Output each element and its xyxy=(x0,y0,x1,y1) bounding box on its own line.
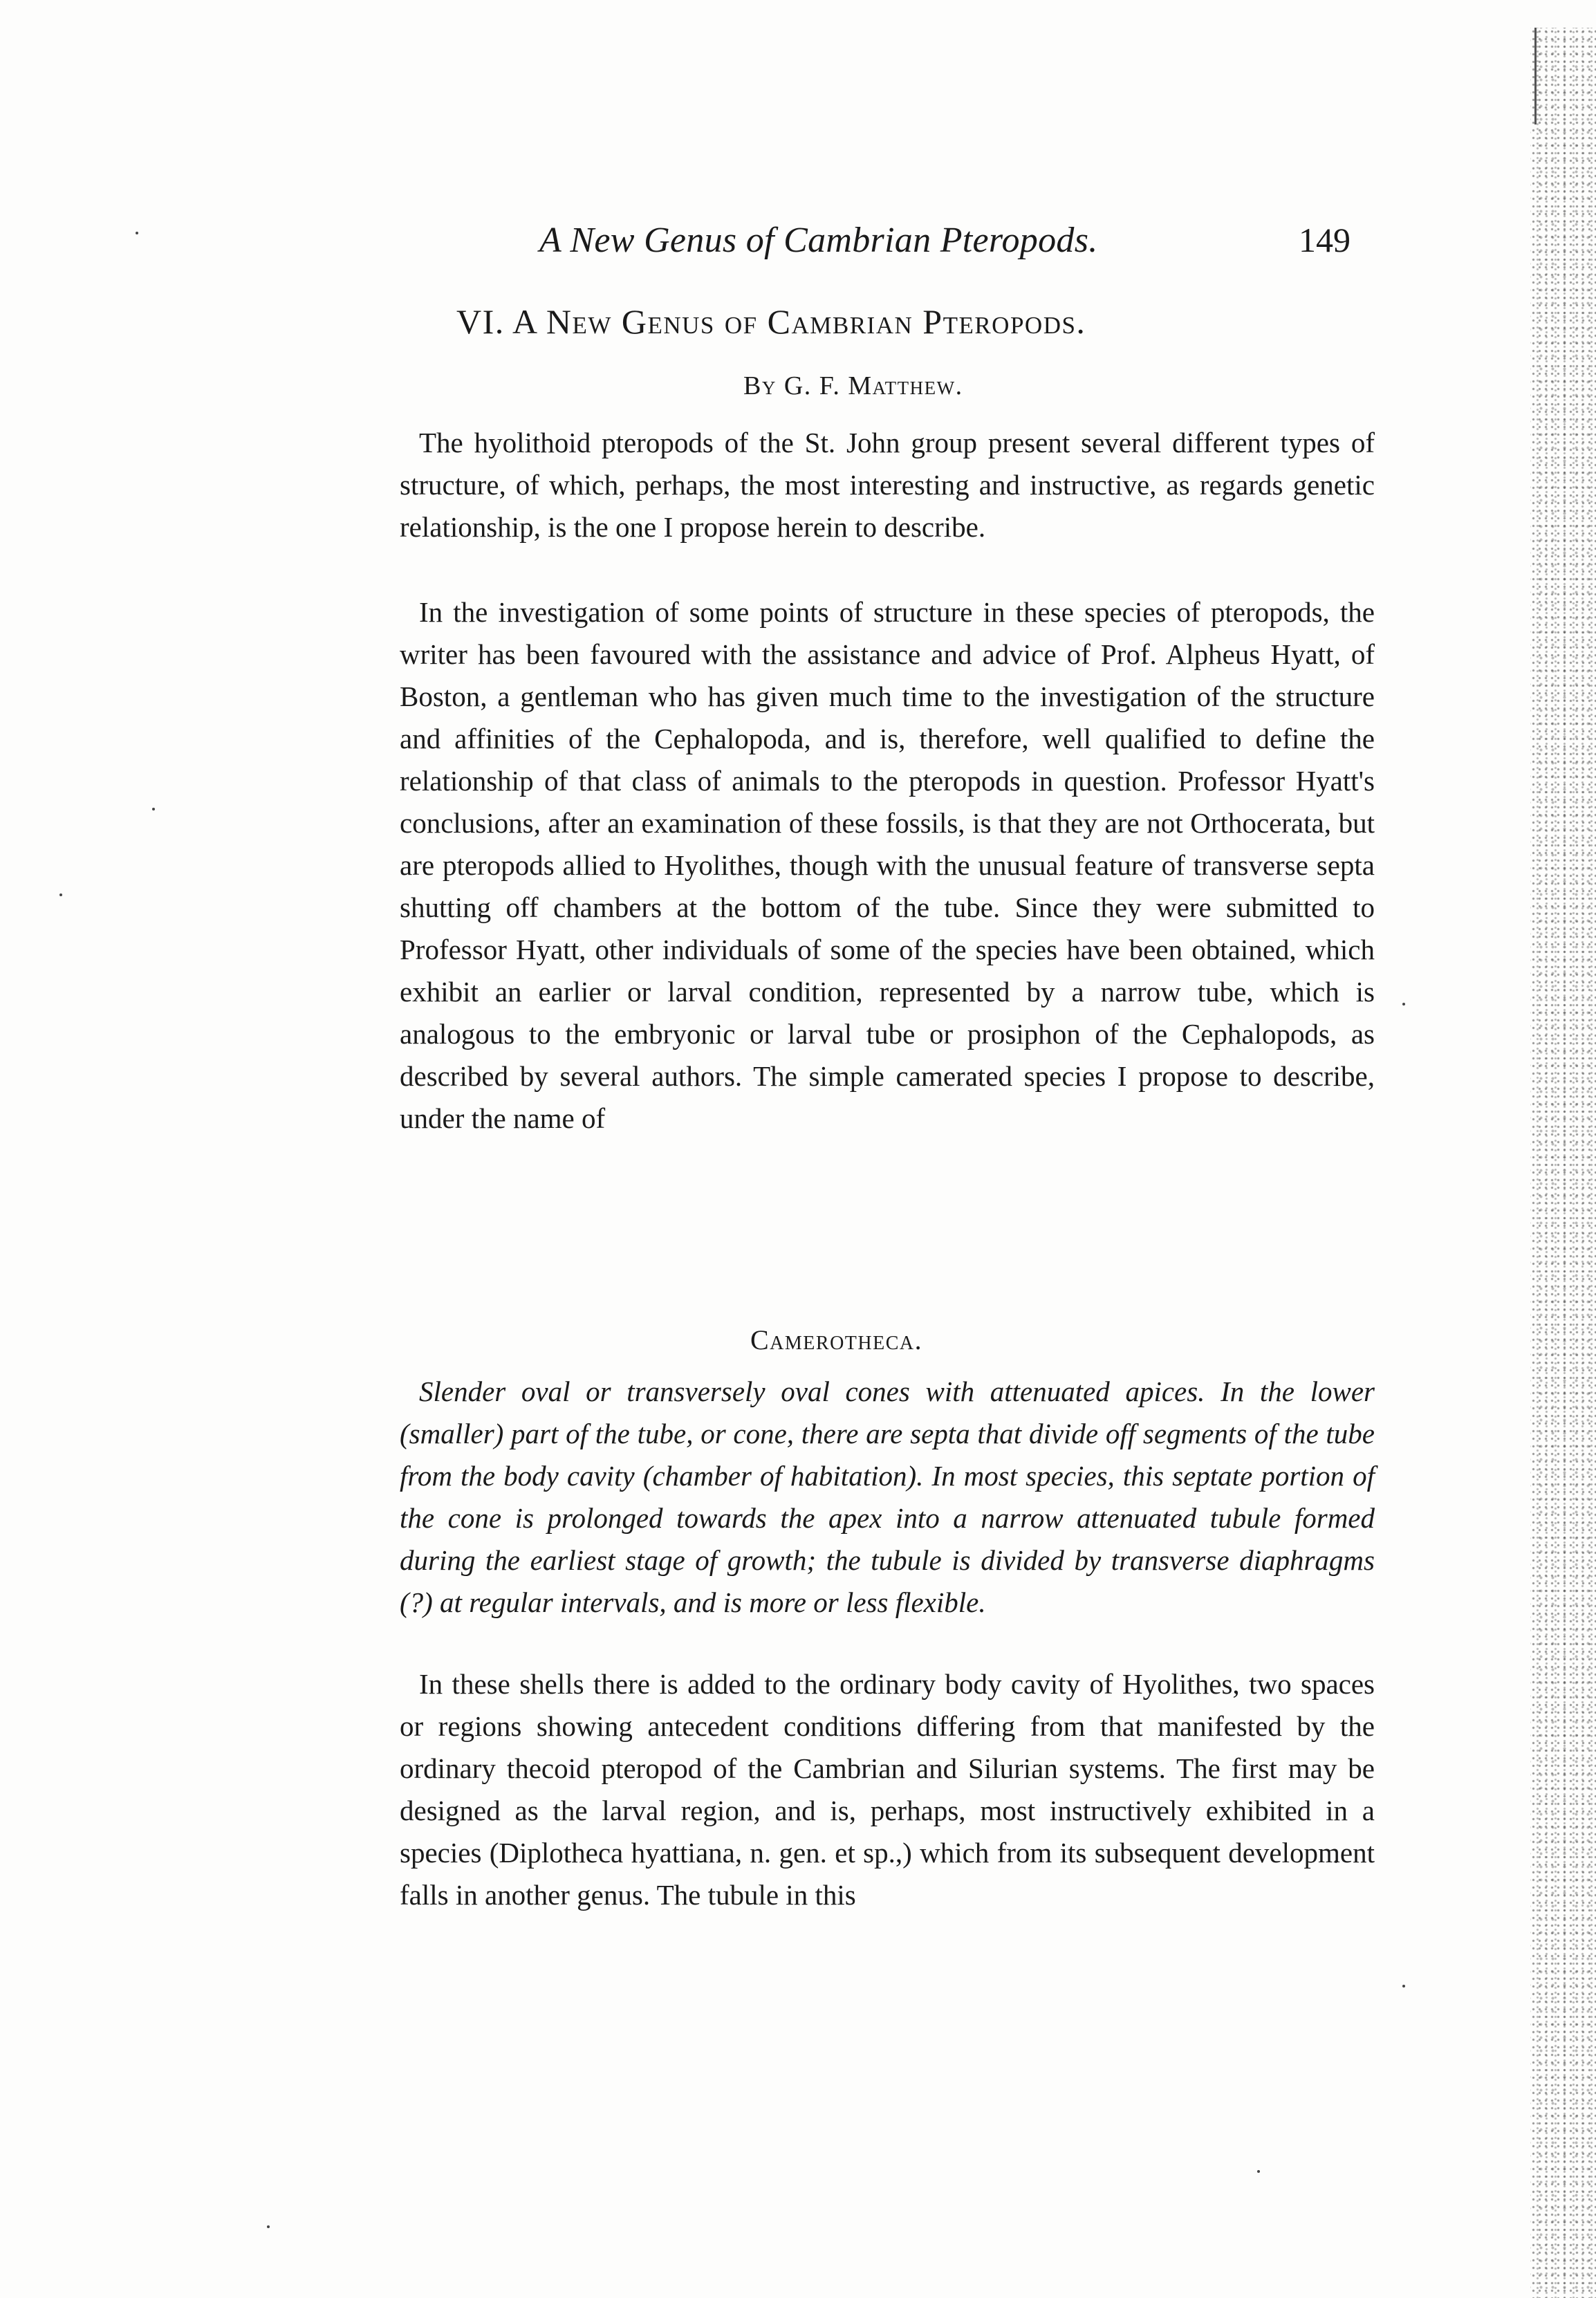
article-title: VI. A New Genus of Cambrian Pteropods. xyxy=(456,302,1086,341)
genus-diagnosis-text: Slender oval or transversely oval cones with attenuated apices. In the lower (smaller) part of the tube, or cone, there are septa that divide off segments of the tube from the body cavity (chamber of habitation). In most species, this septate portion of the cone is prolonged towards the apex into a narrow attenuated tubule formed during the earliest stage of growth; the tubule is divided by transverse diaphragms (?) at regular intervals, and is more or less flexible. xyxy=(400,1375,1375,1618)
scan-speck xyxy=(1402,1985,1405,1987)
genus-diagnosis xyxy=(400,1371,1375,1624)
paragraph-2-text: In the investigation of some points of structure in these species of pteropods, the writer has been favoured with the assistance and advice of Prof. Alpheus Hyatt, of Boston, a gentleman who has given much time to the investigation of the structure and affinities of the Cephalopoda, and is, therefore, well qualified to define the relationship of that class of animals to the pteropods in question. Professor Hyatt's conclusions, after an examination of these fossils, is that they are not Orthocerata, but are pteropods allied to Hyolithes, though with the unusual feature of transverse septa shutting off chambers at the bottom of the tube. Since they were submitted to Professor Hyatt, other individuals of some of the species have been obtained, which exhibit an earlier or larval condition, represented by a narrow tube, which is analogous to the embryonic or larval tube or prosiphon of the Cephalopods, as described by several authors. The simple camerated species I propose to describe, under the name of xyxy=(400,596,1375,1134)
scan-speck xyxy=(136,232,138,234)
paragraph-1-text: The hyolithoid pteropods of the St. John group present several different types of structure, of which, perhaps, the most interesting and instructive, as regards genetic relationship, is the one I propose herein to describe. xyxy=(400,427,1375,543)
paragraph-2 xyxy=(400,591,1375,1140)
article-byline: By G. F. Matthew. xyxy=(743,371,963,400)
scan-speck xyxy=(1402,1003,1405,1006)
scan-speck xyxy=(152,808,155,810)
paragraph-3 xyxy=(400,1663,1375,1916)
binding-edge-line xyxy=(1534,28,1537,124)
genus-heading: Camerotheca. xyxy=(750,1324,923,1355)
scan-speck xyxy=(1257,2170,1260,2173)
paragraph-3-text: In these shells there is added to the ordinary body cavity of Hyolithes, two spaces or regions showing antecedent conditions differing from that manifested by the ordinary thecoid pteropod of the Cambrian and Silurian systems. The first may be designed as the larval region, and is, perhaps, most instructively exhibited in a species (Diplotheca hyattiana, n. gen. et sp.,) which from its subsequent development falls in another genus. The tubule in this xyxy=(400,1668,1375,1911)
page-number: 149 xyxy=(1299,221,1351,259)
paragraph-1 xyxy=(400,422,1375,548)
running-head-title: A New Genus of Cambrian Pteropods. xyxy=(539,221,1098,260)
binding-edge-texture xyxy=(1530,28,1596,2298)
scan-speck xyxy=(59,893,62,896)
scan-speck xyxy=(267,2225,270,2228)
